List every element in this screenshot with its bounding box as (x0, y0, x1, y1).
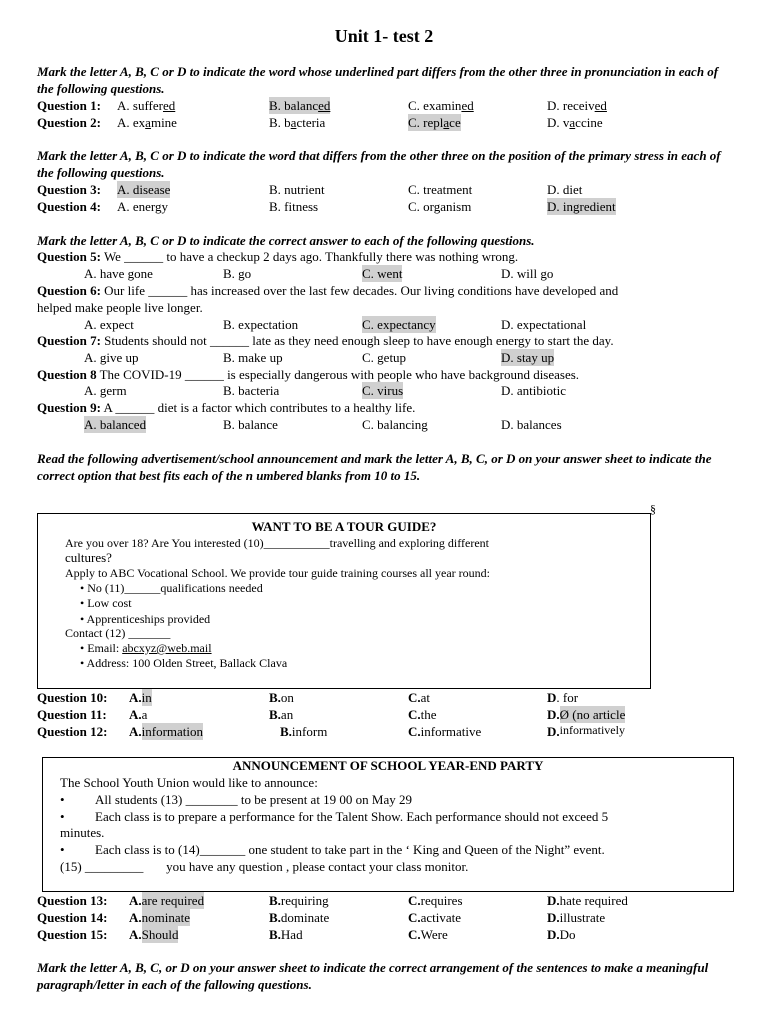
ad-bullet: • Apprenticeships provided (80, 612, 211, 626)
option-c[interactable]: C. treatment (408, 182, 473, 197)
announcement-line: (15) _________ you have any question , please contact your class monitor. (60, 859, 469, 874)
question-13 (37, 892, 737, 909)
section4-instruction: Read the following advertisement/school announcement and mark the letter A, B, C, or D on your answer sheet to indicate the correct option that best fits each of the n umbered blanks from 10 to 15. (37, 451, 712, 483)
option-a[interactable]: A. have gone (84, 266, 153, 281)
option-b[interactable]: B. dominate (269, 910, 330, 925)
question-9-stem: Question 9: A ______ diet is a factor which contributes to a healthy life. (37, 400, 416, 415)
announcement-line: Each class is to (14)_______ one student to take part in the ‘ King and Queen of the Night” event. (95, 842, 605, 857)
option-a-selected[interactable]: A. information (129, 724, 204, 739)
option-c[interactable]: C. the (408, 707, 437, 722)
option-b[interactable]: B. an (269, 707, 294, 722)
option-c[interactable]: C. getup (362, 350, 407, 365)
option-c[interactable]: C. at (408, 690, 431, 705)
option-a[interactable]: A. suffered (117, 98, 176, 113)
question-label: Question 1: (37, 98, 101, 113)
section2-instruction: Mark the letter A, B, C or D to indicate the word that differs from the other three on the position of the primary stress in each of the following questions. (37, 148, 721, 180)
question-5-options (37, 265, 737, 282)
announcement-bullet: • (60, 792, 65, 807)
option-b[interactable]: B. nutrient (269, 182, 325, 197)
question-12 (37, 723, 737, 740)
announcement-line: minutes. (60, 825, 105, 840)
option-b[interactable]: B. inform (280, 724, 328, 739)
option-d[interactable]: D. vaccine (547, 115, 603, 130)
announcement-box (42, 757, 734, 892)
option-d[interactable]: D . for (547, 690, 579, 705)
ad-title: WANT TO BE A TOUR GUIDE? (251, 519, 437, 534)
option-c-selected[interactable]: C. virus (362, 383, 404, 398)
section5-instruction: Mark the letter A, B, C, or D on your answer sheet to indicate the correct arrangement of the sentences to make a meaningful paragraph/letter in each of the fallowing questions. (37, 960, 709, 992)
question-11 (37, 706, 737, 723)
option-c[interactable]: C. requires (408, 893, 463, 908)
option-b[interactable]: B. requiring (269, 893, 329, 908)
email-link[interactable]: abcxyz@web.mail (122, 641, 212, 655)
announcement-title: ANNOUNCEMENT OF SCHOOL YEAR-END PARTY (232, 758, 544, 773)
question-label: Question 3: (37, 182, 101, 197)
question-6-options (37, 316, 737, 333)
option-c[interactable]: C. activate (408, 910, 462, 925)
announcement-line: Each class is to prepare a performance for the Talent Show. Each performance should not exceed 5 (95, 809, 609, 824)
option-a[interactable]: A. expect (84, 317, 134, 332)
option-b-selected[interactable]: B. balanced (269, 98, 331, 113)
announcement-line: All students (13) ________ to be present at 19 00 on May 29 (95, 792, 413, 807)
ad-bullet: • Low cost (80, 596, 132, 610)
question-label: Question 14: (37, 910, 108, 925)
question-label: Question 10: (37, 690, 108, 705)
advertisement-box (37, 513, 651, 689)
section3-instruction: Mark the letter A, B, C or D to indicate the correct answer to each of the following questions. (37, 233, 535, 248)
question-9-options (37, 416, 737, 433)
option-c[interactable]: C. balancing (362, 417, 428, 432)
ad-line: cultures? (65, 550, 112, 565)
option-d-selected[interactable]: D. ingredient (547, 199, 616, 214)
option-b[interactable]: B. bacteria (269, 115, 326, 130)
option-a[interactable]: A. examine (117, 115, 177, 130)
option-a-selected[interactable]: A. nominate (129, 910, 191, 925)
option-d[interactable]: D. informatively (547, 723, 625, 739)
announcement-bullet: • (60, 809, 65, 824)
option-d-selected[interactable]: D. Ø (no article (547, 707, 626, 722)
question-8-stem: Question 8 The COVID-19 ______ is especially dangerous with people who have background diseases. (37, 367, 580, 382)
question-4 (37, 198, 737, 215)
question-1 (37, 97, 737, 114)
question-label: Question 2: (37, 115, 101, 130)
option-a[interactable]: A. energy (117, 199, 169, 214)
option-a-selected[interactable]: A. are required (129, 893, 205, 908)
announcement-bullet: • (60, 842, 65, 857)
option-c[interactable]: C. informative (408, 724, 482, 739)
question-10 (37, 689, 737, 706)
option-d[interactable]: D. illustrate (547, 910, 606, 925)
option-d-selected[interactable]: D. stay up (501, 350, 555, 365)
section1-instruction: Mark the letter A, B, C or D to indicate the word whose underlined part differs from the other three in pronunciation in each of the following questions. (37, 64, 719, 96)
question-label: Question 12: (37, 724, 108, 739)
page-title: Unit 1- test 2 (334, 26, 434, 46)
option-b[interactable]: B. Had (269, 927, 303, 942)
option-a-selected[interactable]: A. disease (117, 182, 171, 197)
question-7-options (37, 349, 737, 366)
question-label: Question 11: (37, 707, 107, 722)
question-label: Question 4: (37, 199, 101, 214)
option-a[interactable]: A. a (129, 707, 148, 722)
section-mark: § (650, 502, 656, 516)
option-c-selected[interactable]: C. replace (408, 115, 461, 130)
option-b[interactable]: B. balance (223, 417, 278, 432)
question-label: Question 15: (37, 927, 108, 942)
option-d[interactable]: D. balances (501, 417, 562, 432)
question-5-stem: Question 5: We ______ to have a checkup 2 days ago. Thankfully there was nothing wrong. (37, 249, 519, 264)
option-b[interactable]: B. go (223, 266, 252, 281)
question-15 (37, 926, 737, 943)
question-6-stem: Question 6: Our life ______ has increased over the last few decades. Our living conditions have developed and (37, 283, 619, 298)
option-b[interactable]: B. make up (223, 350, 283, 365)
question-2 (37, 114, 737, 131)
option-a-selected[interactable]: A. Should (129, 927, 179, 942)
option-d[interactable]: D. diet (547, 182, 583, 197)
ad-bullet: • Address: 100 Olden Street, Ballack Clava (80, 656, 288, 670)
question-8-options (37, 382, 737, 399)
option-b[interactable]: B. fitness (269, 199, 319, 214)
option-b[interactable]: B. bacteria (223, 383, 280, 398)
option-d[interactable]: D. Do (547, 927, 576, 942)
option-c[interactable]: C. organism (408, 199, 472, 214)
ad-line: Apply to ABC Vocational School. We provide tour guide training courses all year round: (65, 566, 490, 580)
option-d[interactable]: D. will go (501, 266, 554, 281)
option-d[interactable]: D. expectational (501, 317, 587, 332)
option-d[interactable]: D. antibiotic (501, 383, 566, 398)
question-7-stem: Question 7: Students should not ______ late as they need enough sleep to have enough energy to start the day. (37, 333, 614, 348)
question-14 (37, 909, 737, 926)
question-6-stem-cont: helped make people live longer. (37, 300, 203, 315)
option-c[interactable]: C. examined (408, 98, 474, 113)
option-b[interactable]: B. expectation (223, 317, 299, 332)
ad-line: Are you over 18? Are You interested (10)___________travelling and exploring different (65, 536, 490, 550)
option-a[interactable]: A. germ (84, 383, 127, 398)
question-label: Question 13: (37, 893, 108, 908)
announcement-line: The School Youth Union would like to announce: (60, 775, 318, 790)
option-d[interactable]: D. received (547, 98, 607, 113)
option-a[interactable]: A. give up (84, 350, 139, 365)
option-b[interactable]: B. on (269, 690, 294, 705)
option-a[interactable]: A. in (129, 690, 152, 705)
option-c[interactable]: C. Were (408, 927, 448, 942)
ad-bullet: • Email: abcxyz@web.mail (80, 641, 212, 655)
option-d[interactable]: D. hate required (547, 893, 628, 908)
question-3 (37, 181, 737, 198)
option-c-selected[interactable]: C. went (362, 266, 403, 281)
option-c-selected[interactable]: C. expectancy (362, 317, 436, 332)
option-a-selected[interactable]: A. balanced (84, 417, 147, 432)
ad-bullet: • No (11)______qualifications needed (80, 581, 263, 595)
ad-line: Contact (12) _______ (65, 626, 171, 640)
